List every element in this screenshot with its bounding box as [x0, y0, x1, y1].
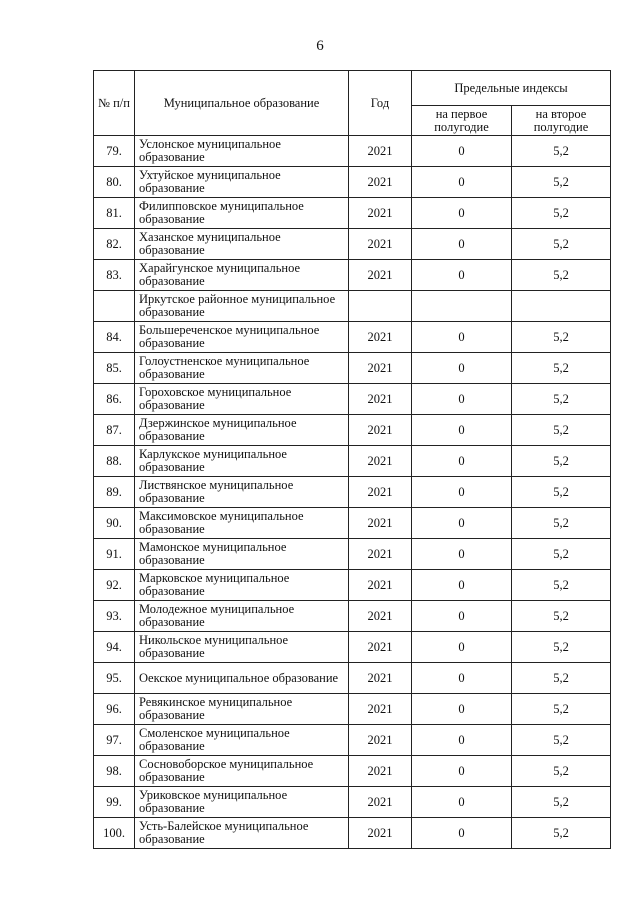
first-half-index: 0: [412, 818, 512, 849]
first-half-index: 0: [412, 167, 512, 198]
first-half-index: 0: [412, 229, 512, 260]
table-row: [94, 818, 611, 849]
municipality-name: Гороховское муниципальное образование: [135, 384, 349, 415]
row-number: 79.: [94, 136, 135, 167]
second-half-index: 5,2: [512, 787, 611, 818]
municipality-name: Марковское муниципальное образование: [135, 570, 349, 601]
row-number: 100.: [94, 818, 135, 849]
first-half-index: 0: [412, 601, 512, 632]
first-half-index: 0: [412, 663, 512, 694]
first-half-index: 0: [412, 446, 512, 477]
first-half-index: 0: [412, 260, 512, 291]
second-half-index: 5,2: [512, 477, 611, 508]
second-half-index: 5,2: [512, 353, 611, 384]
row-year: 2021: [349, 260, 412, 291]
table-row: [94, 508, 611, 539]
first-half-index: 0: [412, 632, 512, 663]
row-year: 2021: [349, 539, 412, 570]
first-half-index: 0: [412, 477, 512, 508]
second-half-index: 5,2: [512, 446, 611, 477]
row-number: 83.: [94, 260, 135, 291]
municipality-name: Уриковское муниципальное образование: [135, 787, 349, 818]
municipality-name: Голоустненское муниципальное образование: [135, 353, 349, 384]
second-half-index: 5,2: [512, 601, 611, 632]
row-year: 2021: [349, 756, 412, 787]
table-row: [94, 322, 611, 353]
second-half-index: 5,2: [512, 694, 611, 725]
header-first-half: на первое полугодие: [412, 106, 512, 136]
municipality-name: Максимовское муниципальное образование: [135, 508, 349, 539]
municipality-name: Ухтуйское муниципальное образование: [135, 167, 349, 198]
municipality-name: Хазанское муниципальное образование: [135, 229, 349, 260]
row-year: 2021: [349, 663, 412, 694]
section-num-cell: [94, 291, 135, 322]
first-half-index: 0: [412, 136, 512, 167]
row-number: 88.: [94, 446, 135, 477]
row-number: 96.: [94, 694, 135, 725]
second-half-index: 5,2: [512, 756, 611, 787]
row-number: 89.: [94, 477, 135, 508]
table-row: [94, 198, 611, 229]
row-year: 2021: [349, 446, 412, 477]
row-number: 93.: [94, 601, 135, 632]
section-year-cell: [349, 291, 412, 322]
municipality-name: Сосновоборское муниципальное образование: [135, 756, 349, 787]
municipality-name: Листвянское муниципальное образование: [135, 477, 349, 508]
municipality-name: Никольское муниципальное образование: [135, 632, 349, 663]
first-half-index: 0: [412, 415, 512, 446]
first-half-index: 0: [412, 384, 512, 415]
table-row: [94, 694, 611, 725]
table-row: [94, 260, 611, 291]
row-number: 91.: [94, 539, 135, 570]
table-row: [94, 477, 611, 508]
first-half-index: 0: [412, 508, 512, 539]
table-row: [94, 632, 611, 663]
row-number: 80.: [94, 167, 135, 198]
row-number: 81.: [94, 198, 135, 229]
second-half-index: 5,2: [512, 384, 611, 415]
table-row: [94, 539, 611, 570]
table-body-bottom: [94, 322, 611, 849]
table-row: [94, 787, 611, 818]
section-h2-cell: [512, 291, 611, 322]
table-row: [94, 415, 611, 446]
table-section: [94, 291, 611, 322]
second-half-index: 5,2: [512, 663, 611, 694]
header-municipality: Муниципальное образование: [135, 71, 349, 136]
row-year: 2021: [349, 570, 412, 601]
table-row: [94, 167, 611, 198]
municipality-name: Усть-Балейское муниципальное образование: [135, 818, 349, 849]
row-year: 2021: [349, 322, 412, 353]
second-half-index: 5,2: [512, 539, 611, 570]
section-title: Иркутское районное муниципальное образование: [135, 291, 349, 322]
row-number: 85.: [94, 353, 135, 384]
header-limit-indices: Предельные индексы: [412, 71, 611, 106]
municipality-name: Дзержинское муниципальное образование: [135, 415, 349, 446]
row-number: 92.: [94, 570, 135, 601]
municipality-name: Молодежное муниципальное образование: [135, 601, 349, 632]
municipality-name: Большереченское муниципальное образование: [135, 322, 349, 353]
first-half-index: 0: [412, 353, 512, 384]
municipality-name: Харайгунское муниципальное образование: [135, 260, 349, 291]
table-row: [94, 384, 611, 415]
table-row: [94, 725, 611, 756]
row-year: 2021: [349, 787, 412, 818]
row-year: 2021: [349, 136, 412, 167]
first-half-index: 0: [412, 725, 512, 756]
row-year: 2021: [349, 601, 412, 632]
table-row: [94, 229, 611, 260]
municipality-name: Мамонское муниципальное образование: [135, 539, 349, 570]
row-number: 87.: [94, 415, 135, 446]
row-year: 2021: [349, 384, 412, 415]
row-year: 2021: [349, 353, 412, 384]
second-half-index: 5,2: [512, 229, 611, 260]
first-half-index: 0: [412, 787, 512, 818]
header-num: № п/п: [94, 71, 135, 136]
second-half-index: 5,2: [512, 167, 611, 198]
first-half-index: 0: [412, 539, 512, 570]
second-half-index: 5,2: [512, 198, 611, 229]
row-number: 97.: [94, 725, 135, 756]
limit-indices-table: [93, 70, 611, 849]
row-number: 90.: [94, 508, 135, 539]
municipality-name: Услонское муниципальное образование: [135, 136, 349, 167]
row-year: 2021: [349, 198, 412, 229]
municipality-name: Смоленское муниципальное образование: [135, 725, 349, 756]
header-second-half: на второе полугодие: [512, 106, 611, 136]
row-number: 84.: [94, 322, 135, 353]
page-number: 6: [316, 38, 324, 54]
table-row: [94, 756, 611, 787]
row-number: 94.: [94, 632, 135, 663]
row-year: 2021: [349, 167, 412, 198]
second-half-index: 5,2: [512, 322, 611, 353]
row-year: 2021: [349, 632, 412, 663]
second-half-index: 5,2: [512, 725, 611, 756]
second-half-index: 5,2: [512, 508, 611, 539]
first-half-index: 0: [412, 198, 512, 229]
first-half-index: 0: [412, 756, 512, 787]
section-row: [94, 291, 611, 322]
second-half-index: 5,2: [512, 570, 611, 601]
row-year: 2021: [349, 725, 412, 756]
row-number: 86.: [94, 384, 135, 415]
municipality-name: Ревякинское муниципальное образование: [135, 694, 349, 725]
section-h1-cell: [412, 291, 512, 322]
second-half-index: 5,2: [512, 415, 611, 446]
table-row: [94, 136, 611, 167]
row-number: 98.: [94, 756, 135, 787]
second-half-index: 5,2: [512, 136, 611, 167]
first-half-index: 0: [412, 322, 512, 353]
row-year: 2021: [349, 229, 412, 260]
row-number: 99.: [94, 787, 135, 818]
first-half-index: 0: [412, 694, 512, 725]
municipality-name: Карлукское муниципальное образование: [135, 446, 349, 477]
table-row: [94, 570, 611, 601]
row-year: 2021: [349, 508, 412, 539]
second-half-index: 5,2: [512, 260, 611, 291]
table-row: [94, 663, 611, 694]
municipality-name: Оекское муниципальное образование: [135, 663, 349, 694]
row-year: 2021: [349, 694, 412, 725]
row-year: 2021: [349, 477, 412, 508]
row-number: 82.: [94, 229, 135, 260]
table-row: [94, 446, 611, 477]
first-half-index: 0: [412, 570, 512, 601]
table-row: [94, 601, 611, 632]
table-body-top: [94, 136, 611, 291]
second-half-index: 5,2: [512, 632, 611, 663]
row-number: 95.: [94, 663, 135, 694]
row-year: 2021: [349, 415, 412, 446]
municipality-name: Филипповское муниципальное образование: [135, 198, 349, 229]
header-year: Год: [349, 71, 412, 136]
second-half-index: 5,2: [512, 818, 611, 849]
table-row: [94, 353, 611, 384]
row-year: 2021: [349, 818, 412, 849]
